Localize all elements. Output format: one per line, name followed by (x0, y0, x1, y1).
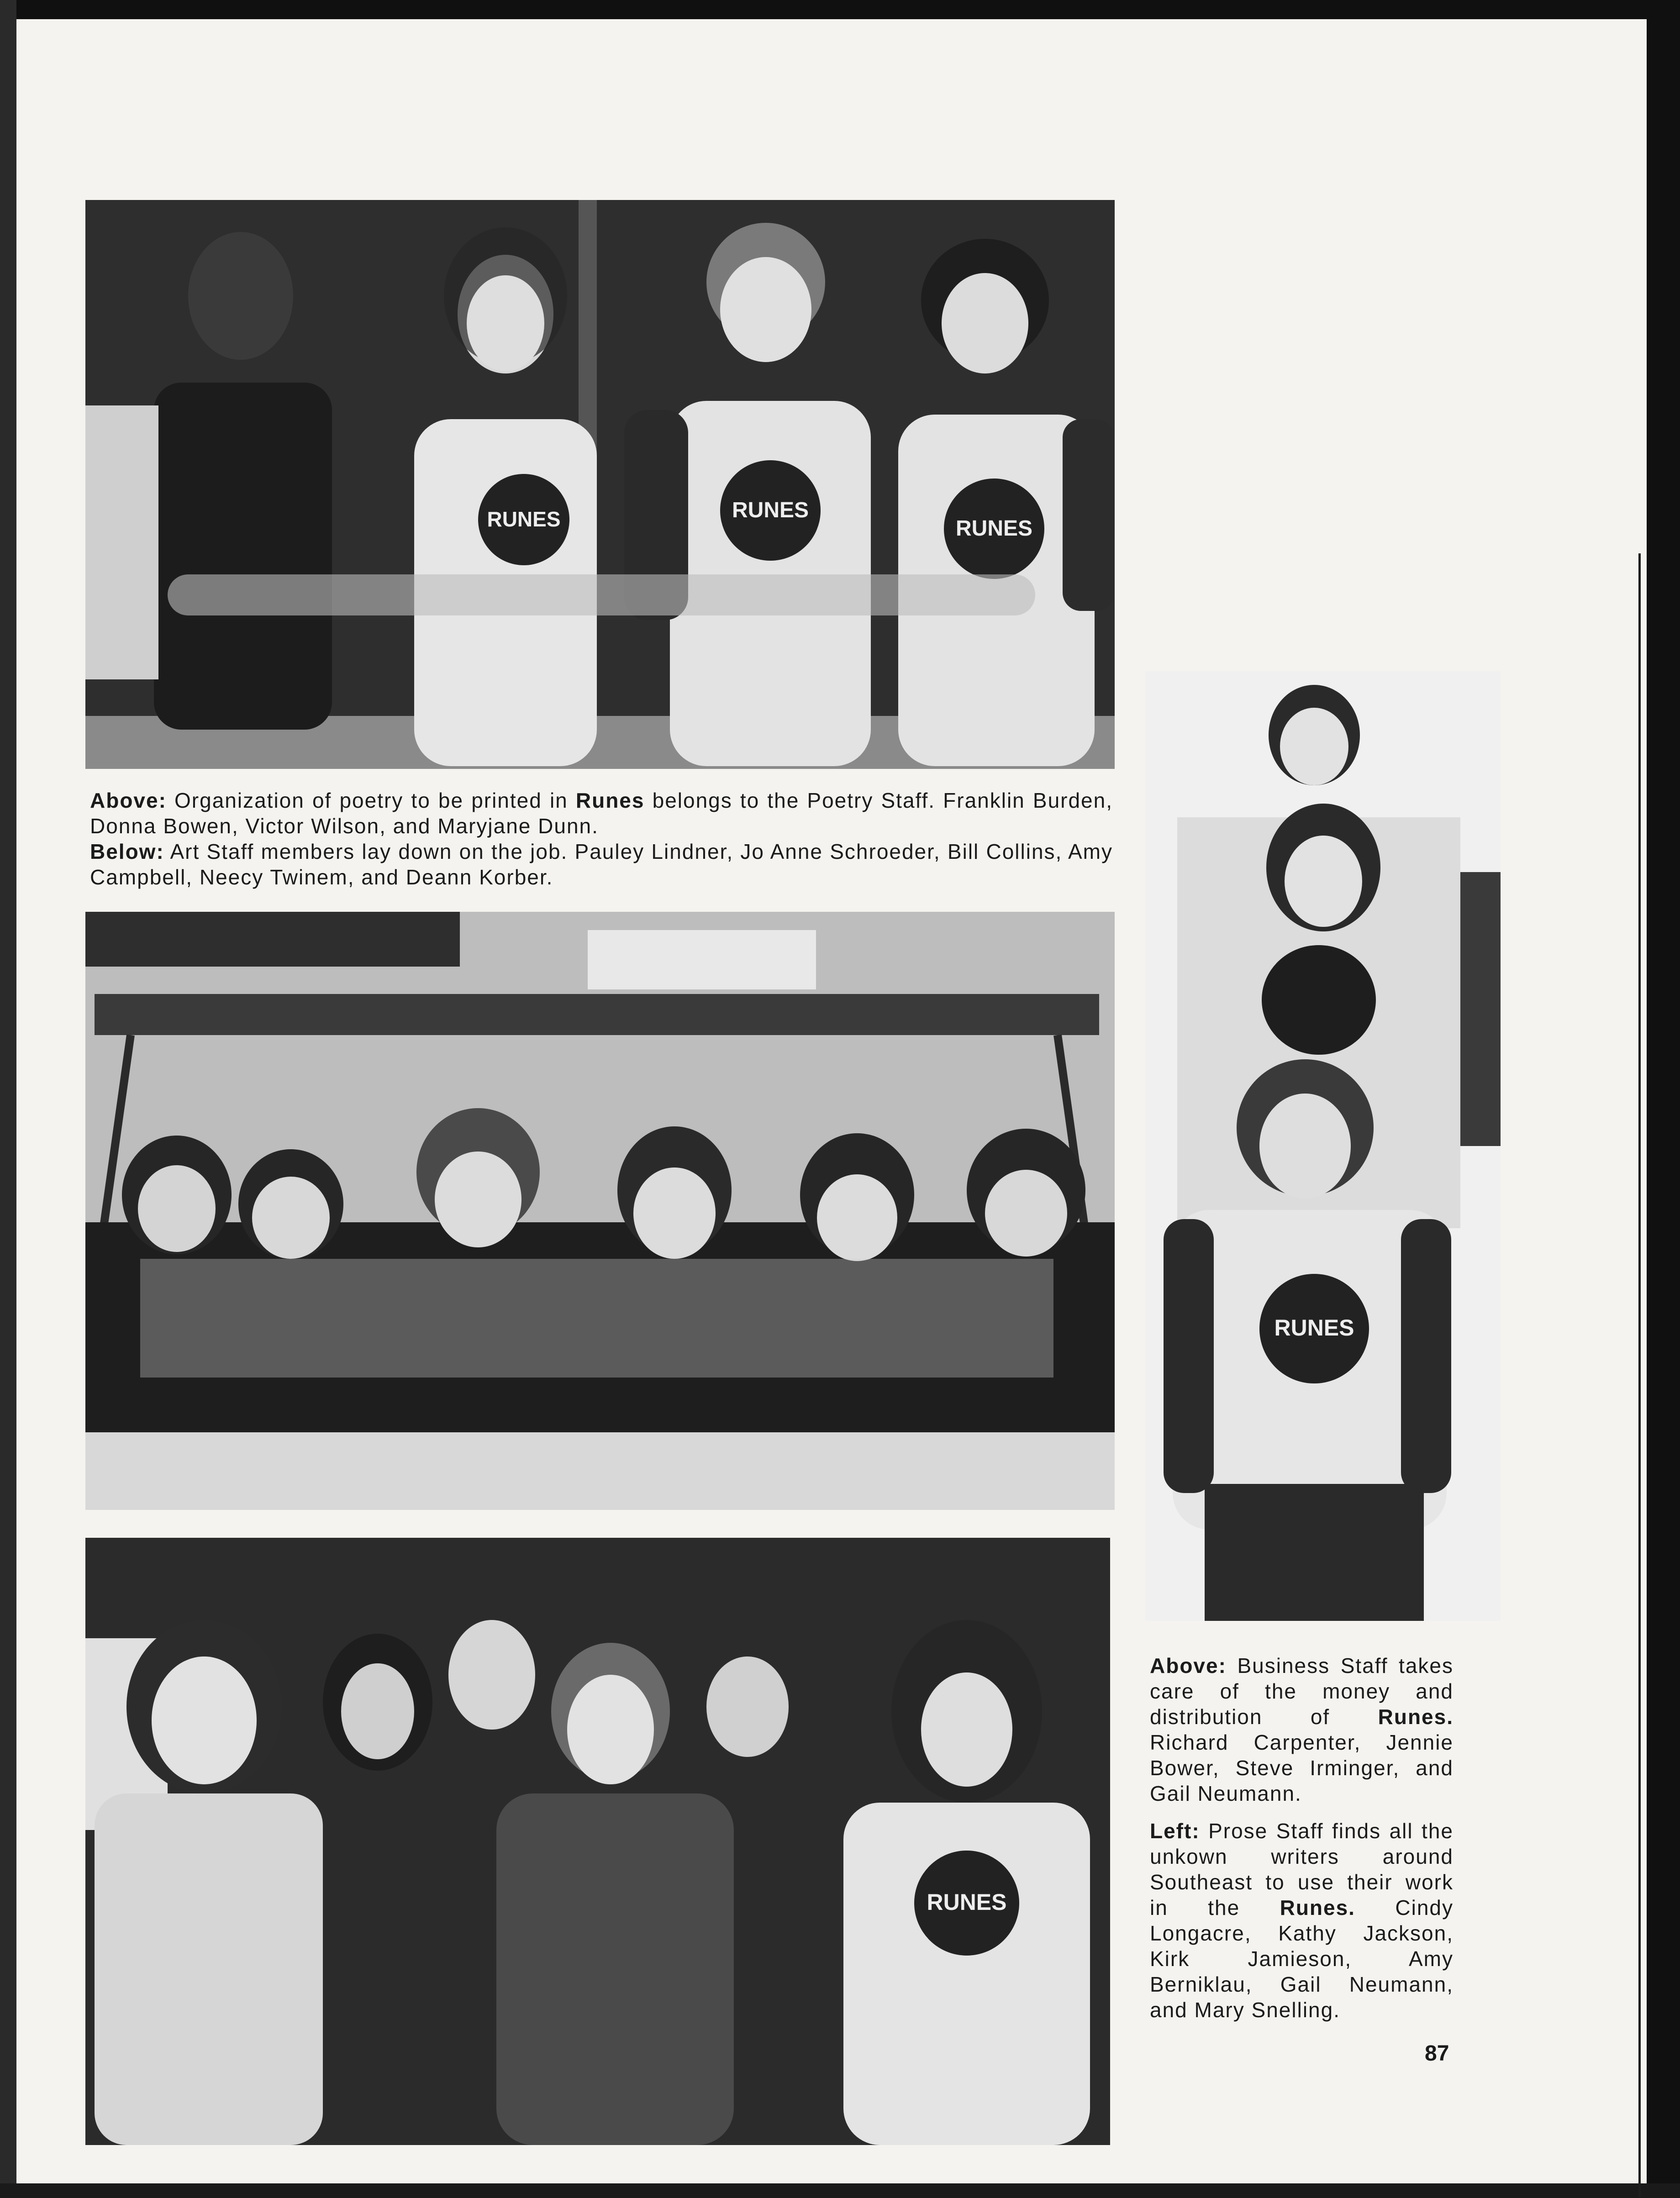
business-caption (1150, 1653, 1454, 1806)
shirt-logo-text: RUNES (487, 507, 561, 531)
prose-staff-photo (85, 1538, 1110, 2145)
binding-line (1638, 553, 1641, 2197)
shirt-logo-text: RUNES (955, 516, 1033, 541)
art-staff-photo (85, 912, 1115, 1510)
page-top-edge (0, 0, 1680, 19)
caption-label: Above: (1150, 1654, 1227, 1677)
business-prose-caption (1150, 1653, 1454, 2035)
shirt-logo-text: RUNES (732, 498, 809, 522)
caption-label: Left: (1150, 1819, 1200, 1843)
caption-text: Business Staff takes care of the money and distribution of (1150, 1654, 1454, 1729)
shirt-logo-text: RUNES (1274, 1315, 1354, 1341)
caption-label: Above: (90, 789, 167, 812)
runes-title: Runes. (1378, 1705, 1454, 1729)
prose-caption (1150, 1818, 1454, 2023)
caption-text: belongs to the Poetry Staff. Franklin Burden, Donna Bowen, Victor Wilson, and Maryjane Dunn. (90, 789, 1113, 838)
caption-text: Cindy Longacre, Kathy Jackson, Kirk Jamieson, Amy Berniklau, Gail Neumann, and Mary Snelling. (1150, 1896, 1454, 2022)
art-caption (90, 839, 1113, 890)
page-number: 87 (1425, 2041, 1449, 2066)
poetry-staff-photo (85, 200, 1115, 769)
runes-title: Runes. (1280, 1896, 1355, 1919)
page-left-edge (0, 0, 16, 2198)
caption-text: Organization of poetry to be printed in (166, 789, 576, 812)
page-bottom-edge (0, 2183, 1680, 2198)
page-right-edge (1647, 0, 1680, 2198)
business-staff-photo (1145, 671, 1501, 1621)
caption-text: Art Staff members lay down on the job. Pauley Lindner, Jo Anne Schroeder, Bill Collins, Amy Campbell, Neecy Twinem, and Deann Korber. (90, 840, 1113, 889)
poetry-art-caption (90, 788, 1113, 890)
caption-label: Below: (90, 840, 164, 863)
runes-title: Runes (575, 789, 645, 812)
poetry-caption (90, 788, 1113, 839)
caption-text: Richard Carpenter, Jennie Bower, Steve Irminger, and Gail Neumann. (1150, 1730, 1454, 1805)
caption-text: Prose Staff finds all the unkown writers around Southeast to use their work in the (1150, 1819, 1454, 1919)
shirt-logo-text: RUNES (927, 1889, 1007, 1915)
